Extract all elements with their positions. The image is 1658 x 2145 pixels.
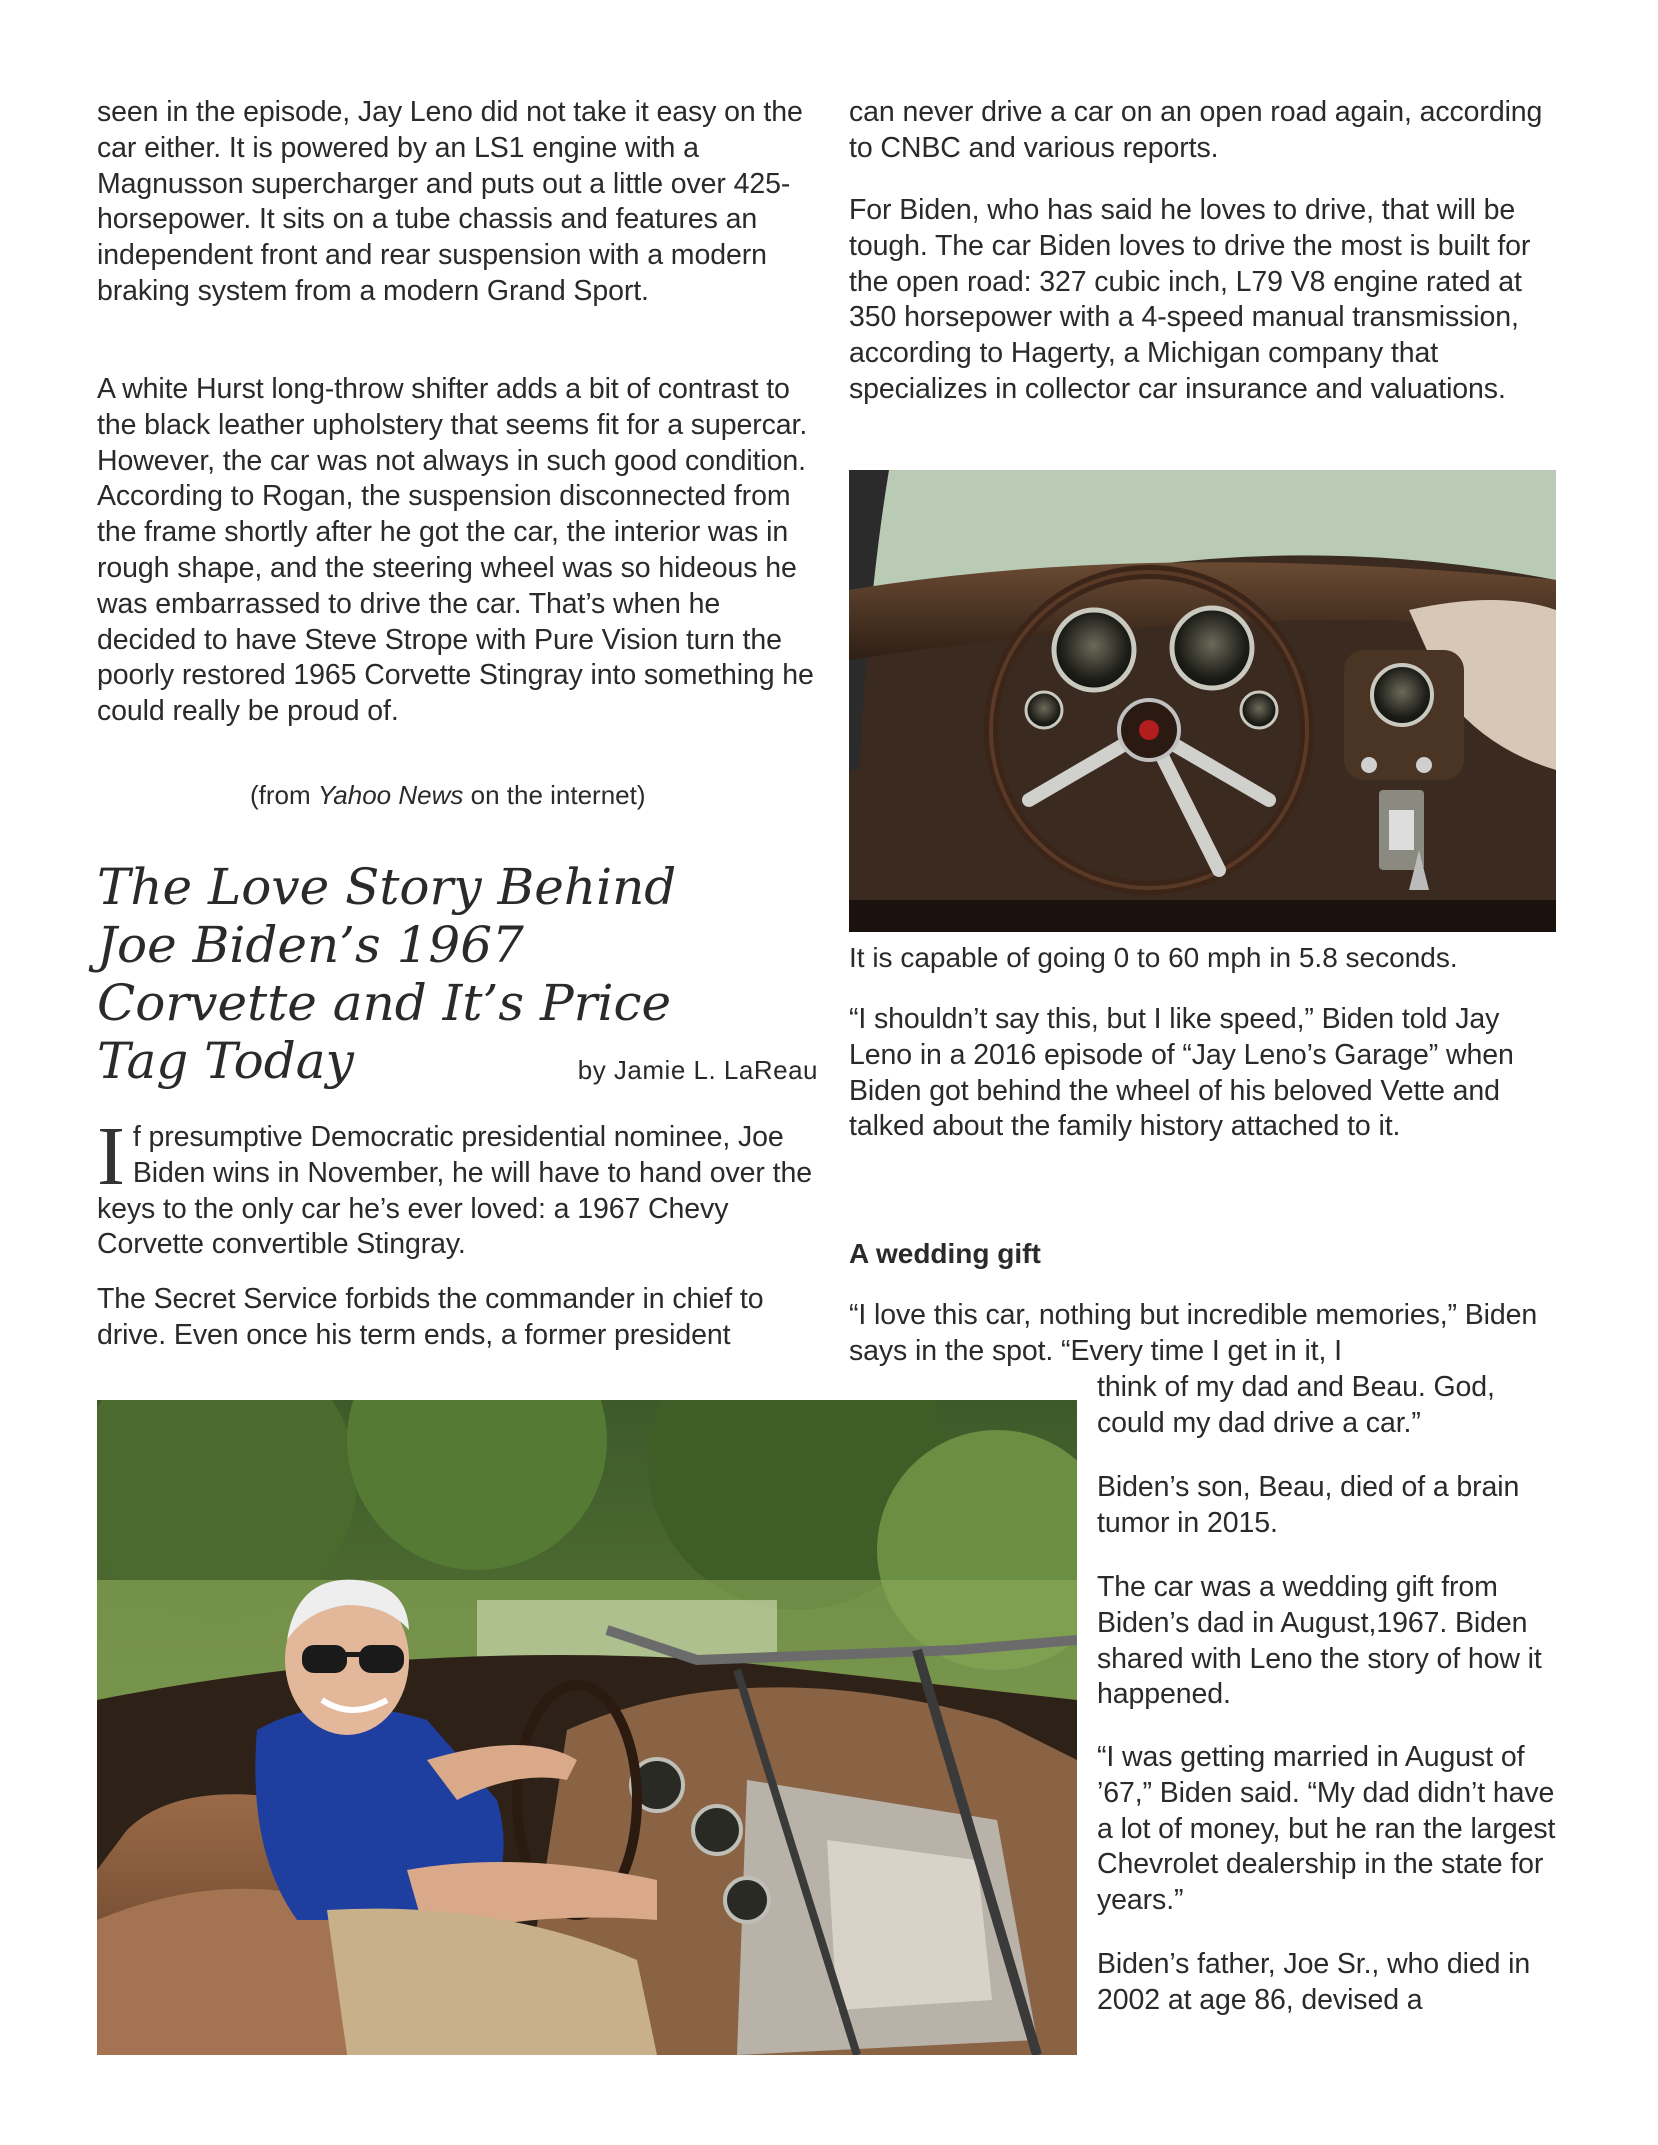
left-paragraph-2: A white Hurst long-throw shifter adds a bit of contrast to the black leather upholstery that seems fit for a supercar. However, the car was not always in such good condition. According to Rogan, the suspension disconnected from the frame shortly after he got the car, the interior was in rough shape, and the steering wheel was so hideous he was embarrassed to drive the car. That’s when he decided to have Steve Strope with Pure Vision turn the poorly restored 1965 Corvette Stingray into something he could really be proud of. bbox=[97, 373, 814, 728]
right-paragraph-2: For Biden, who has said he loves to drive, that will be tough. The car Biden loves to drive the most is built for the open road: 327 cubic inch, L79 V8 engine rated at 350 horsepower with a 4-speed manual transmission, according to Hagerty, a Michigan company that specializes in collector car insurance and valuations. bbox=[849, 194, 1531, 405]
right-paragraph-4-rest: think of my dad and Beau. God, could my dad drive a car.” bbox=[1097, 1371, 1495, 1439]
photo-caption: It is capable of going 0 to 60 mph in 5.8 seconds. bbox=[849, 942, 1458, 973]
left-paragraph-1: seen in the episode, Jay Leno did not take it easy on the car either. It is powered by an LS1 engine with a Magnusson supercharger and puts out a little over 425-horsepower. It sits on a tube chassis and features an independent front and rear suspension with a modern braking system from a modern Grand Sport. bbox=[97, 96, 803, 307]
convertible-photo bbox=[97, 1400, 1077, 2055]
right-paragraph-1: can never drive a car on an open road again, according to CNBC and various reports. bbox=[849, 96, 1543, 164]
drop-cap: I bbox=[97, 1110, 125, 1203]
left-paragraph-4: The Secret Service forbids the commander in chief to drive. Even once his term ends, a former president bbox=[97, 1283, 764, 1351]
right-paragraph-6: The car was a wedding gift from Biden’s dad in August,1967. Biden shared with Leno the story of how it happened. bbox=[1097, 1571, 1542, 1711]
right-paragraph-4-top: “I love this car, nothing but incredible memories,” Biden says in the spot. “Every time I get in it, I bbox=[849, 1299, 1538, 1367]
dashboard-illustration bbox=[849, 470, 1556, 932]
byline: by Jamie L. LaReau bbox=[577, 1055, 818, 1085]
right-paragraph-8: Biden’s father, Joe Sr., who died in 2002 at age 86, devised a bbox=[1097, 1948, 1531, 2016]
right-paragraph-5: Biden’s son, Beau, died of a brain tumor in 2015. bbox=[1097, 1471, 1520, 1539]
right-paragraph-7: “I was getting married in August of ’67,” Biden said. “My dad didn’t have a lot of money, but he ran the largest Chevrolet dealership in the state for years.” bbox=[1097, 1741, 1556, 1917]
dashboard-photo bbox=[849, 470, 1556, 932]
article-title: The Love Story Behind Joe Biden’s 1967 Corvette and It’s Price Tag Today bbox=[97, 858, 677, 1090]
convertible-illustration bbox=[97, 1400, 1077, 2055]
left-paragraph-3: If presumptive Democratic presidential nominee, Joe Biden wins in November, he will have to hand over the keys to the only car he’s ever loved: a 1967 Chevy Corvette convertible Stingray. bbox=[97, 1110, 812, 1261]
section-heading: A wedding gift bbox=[849, 1238, 1041, 1269]
right-paragraph-3: “I shouldn’t say this, but I like speed,” Biden told Jay Leno in a 2016 episode of “Jay Leno’s Garage” when Biden got behind the wheel of his beloved Vette and talked about the family history attached to it. bbox=[849, 1003, 1514, 1143]
source-credit: (from Yahoo News on the internet) bbox=[250, 780, 646, 810]
